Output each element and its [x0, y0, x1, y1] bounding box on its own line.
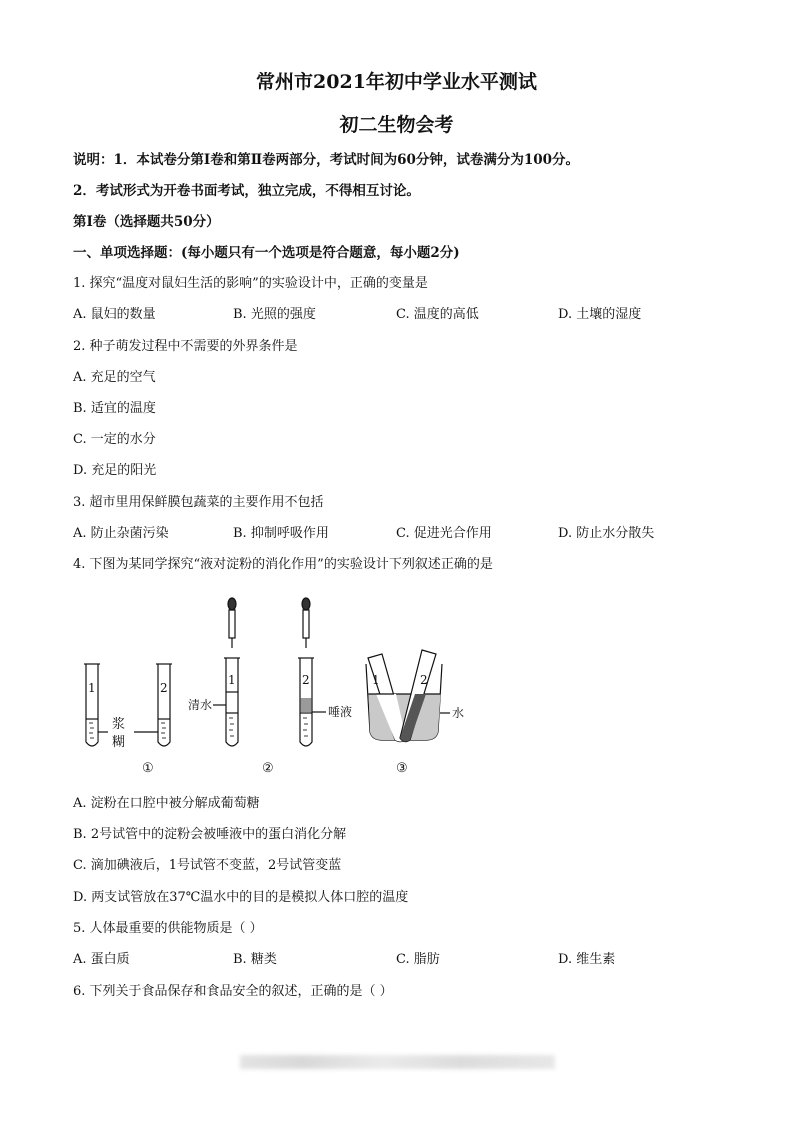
- q2-option-a: A. 充足的空气: [73, 370, 156, 385]
- label-paste: 浆: [112, 717, 126, 732]
- step-label-3: ③: [396, 761, 408, 776]
- q1-option-a: A. 鼠妇的数量: [73, 307, 156, 322]
- experiment-figure: [70, 592, 490, 782]
- q1-option-d: D. 土壤的湿度: [558, 307, 642, 322]
- part-title: 第Ⅰ卷（选择题共50分）: [73, 214, 220, 230]
- label-bath: 水: [452, 706, 465, 720]
- q5-option-d: D. 维生素: [558, 952, 616, 967]
- note-2: 2．考试形式为开卷书面考试，独立完成，不得相互讨论。: [73, 183, 420, 199]
- q4-option-d: D. 两支试管放在37℃温水中的目的是模拟人体口腔的温度: [73, 890, 409, 905]
- q3-option-b: B. 抑制呼吸作用: [233, 526, 329, 541]
- label-paste: 糊: [112, 735, 126, 750]
- q4-option-c: C. 滴加碘液后，1号试管不变蓝，2号试管变蓝: [73, 858, 342, 873]
- beaker: [366, 650, 442, 742]
- q5-option-c: C. 脂肪: [396, 952, 440, 967]
- label-saliva: 唾液: [328, 705, 353, 719]
- tube-2-step2: [298, 658, 314, 746]
- question-3-stem: 3. 超市里用保鲜膜包蔬菜的主要作用不包括: [73, 495, 324, 510]
- q5-option-a: A. 蛋白质: [73, 952, 130, 967]
- question-6-stem: 6. 下列关于食品保存和食品安全的叙述，正确的是（ ）: [73, 984, 393, 999]
- q3-option-c: C. 促进光合作用: [396, 526, 492, 541]
- q3-option-a: A. 防止杂菌污染: [73, 526, 169, 541]
- tube-number: 2: [160, 681, 168, 695]
- q1-option-b: B. 光照的强度: [233, 307, 316, 322]
- tube-number: 1: [228, 673, 236, 687]
- section-title: 一、单项选择题：(每小题只有一个选项是符合题意，每小题2分): [73, 245, 460, 261]
- question-4-stem: 4. 下图为某同学探究“液对淀粉的消化作用”的实验设计下列叙述正确的是: [73, 557, 493, 572]
- step-label-2: ②: [262, 761, 274, 776]
- step-label-1: ①: [142, 761, 154, 776]
- q4-option-b: B. 2号试管中的淀粉会被唾液中的蛋白消化分解: [73, 827, 347, 842]
- tube-2-step1: [156, 664, 172, 746]
- q2-option-d: D. 充足的阳光: [73, 463, 157, 478]
- note-1: 说明：1．本试卷分第Ⅰ卷和第Ⅱ卷两部分，考试时间为60分钟，试卷满分为100分。: [73, 152, 580, 168]
- question-5-stem: 5. 人体最重要的供能物质是（ ）: [73, 921, 263, 936]
- tube-number: 2: [420, 673, 428, 687]
- question-1-stem: 1. 探究“温度对鼠妇生活的影响”的实验设计中，正确的变量是: [73, 276, 428, 291]
- footer-watermark: [240, 1055, 555, 1069]
- dropper-2: [302, 598, 310, 648]
- tube-1-step2: [224, 658, 240, 746]
- tube-number: 2: [302, 673, 310, 687]
- q5-option-b: B. 糖类: [233, 952, 277, 967]
- question-2-stem: 2. 种子萌发过程中不需要的外界条件是: [73, 339, 298, 354]
- q3-option-d: D. 防止水分散失: [558, 526, 655, 541]
- q4-option-a: A. 淀粉在口腔中被分解成葡萄糖: [73, 796, 260, 811]
- label-water: 清水: [188, 698, 213, 712]
- page-subtitle: 初二生物会考: [339, 114, 454, 136]
- q1-option-c: C. 温度的高低: [396, 307, 479, 322]
- dropper-1: [228, 598, 236, 648]
- tube-1-step1: [84, 664, 100, 746]
- tube-number: 1: [88, 681, 96, 695]
- q2-option-b: B. 适宜的温度: [73, 401, 156, 416]
- tube-number: 1: [372, 673, 380, 687]
- q2-option-c: C. 一定的水分: [73, 432, 156, 447]
- page-title: 常州市2021年初中学业水平测试: [256, 71, 537, 93]
